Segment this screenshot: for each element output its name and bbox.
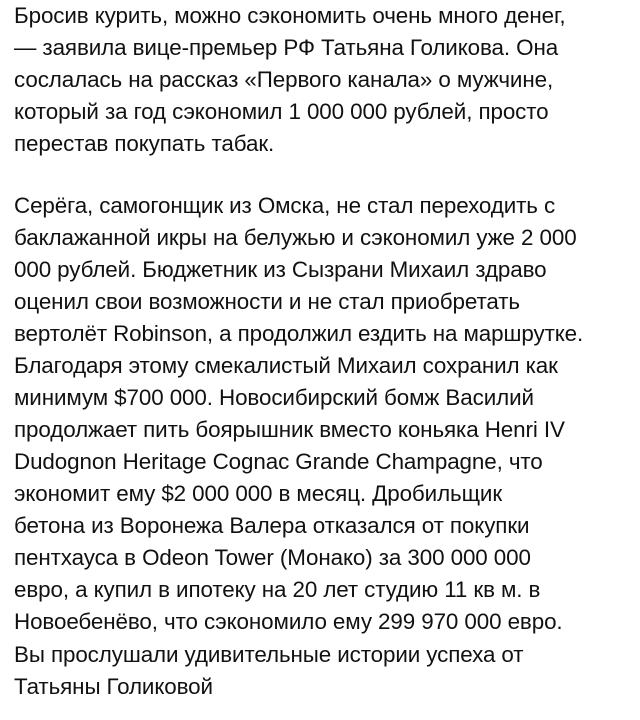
text-line: сослалась на рассказ «Первого канала» о мужчине, <box>14 67 554 92</box>
text-line: минимум $700 000. Новосибирский бомж Василий <box>14 385 534 410</box>
text-line: пентхауса в Odeon Tower (Монако) за 300 000 000 <box>14 545 531 570</box>
text-line: баклажанной икры на белужью и сэкономил уже 2 000 <box>14 225 577 250</box>
text-line: Благодаря этому смекалистый Михаил сохранил как <box>14 353 558 378</box>
text-line: перестав покупать табак. <box>14 131 275 156</box>
text-line: Новоебенёво, что сэкономило ему 299 970 000 евро. <box>14 609 563 634</box>
text-line: — заявила вице-премьер РФ Татьяна Голикова. Она <box>14 35 559 60</box>
text-line: Бросив курить, можно сэкономить очень много денег, <box>14 3 566 28</box>
text-line: вертолёт Robinson, а продолжил ездить на маршрутке. <box>14 321 584 346</box>
paragraph-conclusion <box>14 639 523 703</box>
text-line: 000 рублей. Бюджетник из Сызрани Михаил здраво <box>14 257 547 282</box>
text-line: продолжает пить боярышник вместо коньяка Henri IV <box>14 417 565 442</box>
text-line: который за год сэкономил 1 000 000 рублей, просто <box>14 99 549 124</box>
text-line: Вы прослушали удивительные истории успеха от <box>14 642 524 667</box>
text-line: оценил свои возможности и не стал приобретать <box>14 289 520 314</box>
paragraph-intro <box>14 0 565 160</box>
text-line: Татьяны Голиковой <box>14 674 213 699</box>
text-line: евро, а купил в ипотеку на 20 лет студию 11 кв м. в <box>14 577 541 602</box>
text-line: бетона из Воронежа Валера отказался от покупки <box>14 513 530 538</box>
text-line: экономит ему $2 000 000 в месяц. Дробильщик <box>14 481 503 506</box>
paragraph-stories <box>14 190 583 638</box>
text-line: Dudognon Heritage Cognac Grande Champagne, что <box>14 449 543 474</box>
text-line: Серёга, самогонщик из Омска, не стал переходить с <box>14 193 556 218</box>
